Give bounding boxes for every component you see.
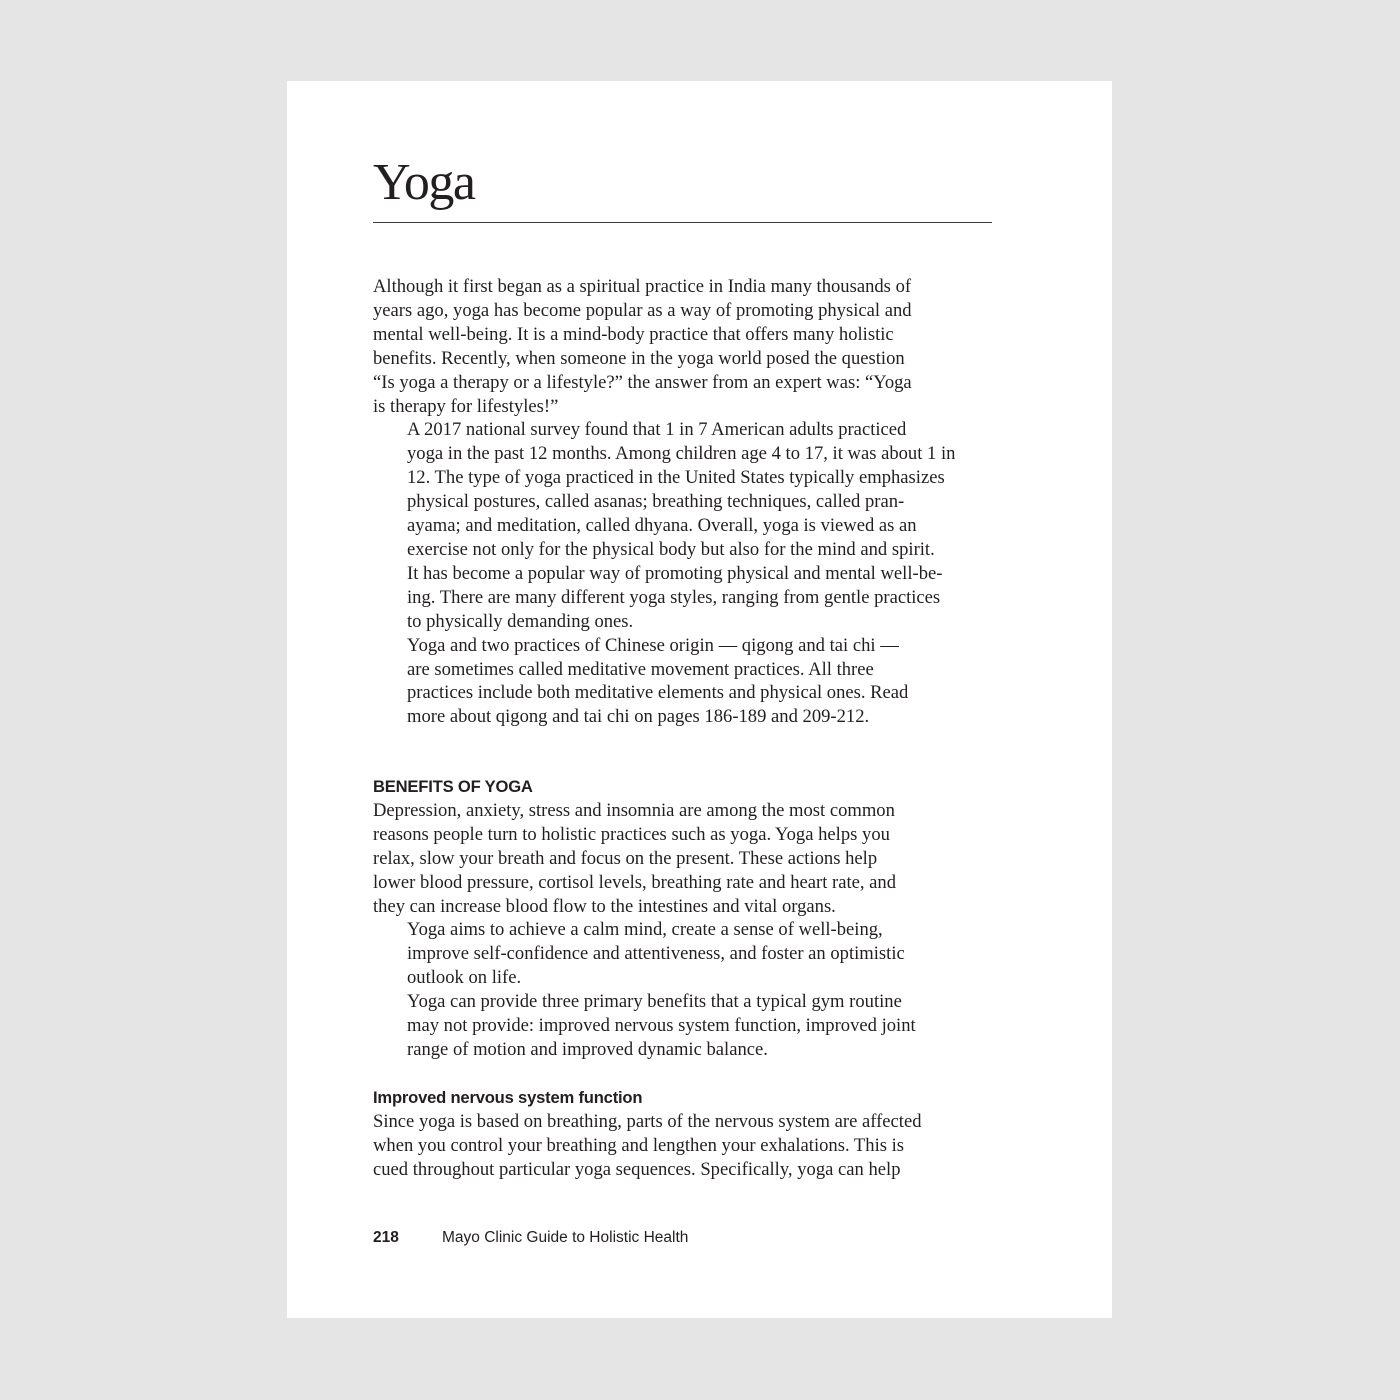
text-line: outlook on life. — [407, 967, 522, 989]
benefits-section — [373, 775, 995, 1062]
text-line: may not provide: improved nervous system function, improved joint — [407, 1015, 916, 1037]
text-line: Yoga aims to achieve a calm mind, create a sense of well-being, — [407, 919, 883, 941]
benefits-paragraph-3 — [373, 990, 995, 1062]
text-line: physical postures, called asanas; breathing techniques, called pran- — [407, 491, 905, 513]
text-line: Yoga and two practices of Chinese origin — qigong and tai chi — — [407, 634, 899, 656]
text-line: benefits. Recently, when someone in the yoga world posed the question — [373, 347, 905, 369]
text-line: practices include both meditative elements and physical ones. Read — [407, 682, 909, 704]
page-title: Yoga — [373, 154, 475, 211]
intro-paragraph-1 — [373, 275, 995, 418]
text-line: more about qigong and tai chi on pages 186-189 and 209-212. — [407, 706, 870, 728]
text-line: years ago, yoga has become popular as a way of promoting physical and — [373, 299, 912, 321]
text-line: Although it first began as a spiritual practice in India many thousands of — [373, 276, 912, 297]
benefits-paragraph-1 — [373, 799, 995, 919]
text-line: they can increase blood flow to the intestines and vital organs. — [373, 895, 836, 917]
text-line: is therapy for lifestyles!” — [373, 395, 559, 417]
text-line: when you control your breathing and lengthen your exhalations. This is — [373, 1134, 905, 1156]
text-line: to physically demanding ones. — [407, 610, 634, 632]
text-line: are sometimes called meditative movement practices. All three — [407, 658, 874, 680]
benefits-paragraph-2 — [373, 918, 995, 990]
book-title: Mayo Clinic Guide to Holistic Health — [442, 1229, 689, 1246]
text-line: yoga in the past 12 months. Among children age 4 to 17, it was about 1 in — [407, 443, 956, 465]
text-line: cued throughout particular yoga sequences. Specifically, yoga can help — [373, 1158, 901, 1180]
text-line: It has become a popular way of promoting physical and mental well-be- — [407, 562, 943, 584]
nervous-system-heading: Improved nervous system function — [373, 1088, 643, 1107]
text-line: range of motion and improved dynamic balance. — [407, 1038, 768, 1060]
intro-paragraph-3 — [373, 634, 995, 730]
text-line: reasons people turn to holistic practices such as yoga. Yoga helps you — [373, 823, 890, 845]
text-line: Yoga can provide three primary benefits that a typical gym routine — [407, 991, 902, 1013]
text-line: “Is yoga a therapy or a lifestyle?” the answer from an expert was: “Yoga — [373, 371, 912, 393]
text-line: lower blood pressure, cortisol levels, breathing rate and heart rate, and — [373, 871, 897, 893]
text-line: improve self-confidence and attentiveness, and foster an optimistic — [407, 943, 905, 965]
text-line: Depression, anxiety, stress and insomnia are among the most common — [373, 799, 895, 821]
text-line: ayama; and meditation, called dhyana. Overall, yoga is viewed as an — [407, 515, 917, 537]
benefits-heading: BENEFITS OF YOGA — [373, 777, 533, 796]
text-line: 12. The type of yoga practiced in the United States typically emphasizes — [407, 467, 945, 489]
text-line: mental well-being. It is a mind-body practice that offers many holistic — [373, 323, 894, 345]
book-page — [287, 81, 1112, 1318]
nervous-system-paragraph-1 — [373, 1110, 995, 1182]
text-line: relax, slow your breath and focus on the present. These actions help — [373, 847, 878, 869]
intro-section — [373, 275, 995, 729]
text-line: Since yoga is based on breathing, parts of the nervous system are affected — [373, 1110, 922, 1132]
intro-paragraph-2 — [373, 418, 995, 633]
text-line: ing. There are many different yoga styles, ranging from gentle practices — [407, 586, 941, 608]
page-number: 218 — [373, 1229, 399, 1246]
text-line: exercise not only for the physical body but also for the mind and spirit. — [407, 538, 935, 560]
title-divider — [373, 222, 992, 223]
text-line: A 2017 national survey found that 1 in 7 American adults practiced — [407, 419, 907, 441]
nervous-system-section — [373, 1086, 995, 1182]
